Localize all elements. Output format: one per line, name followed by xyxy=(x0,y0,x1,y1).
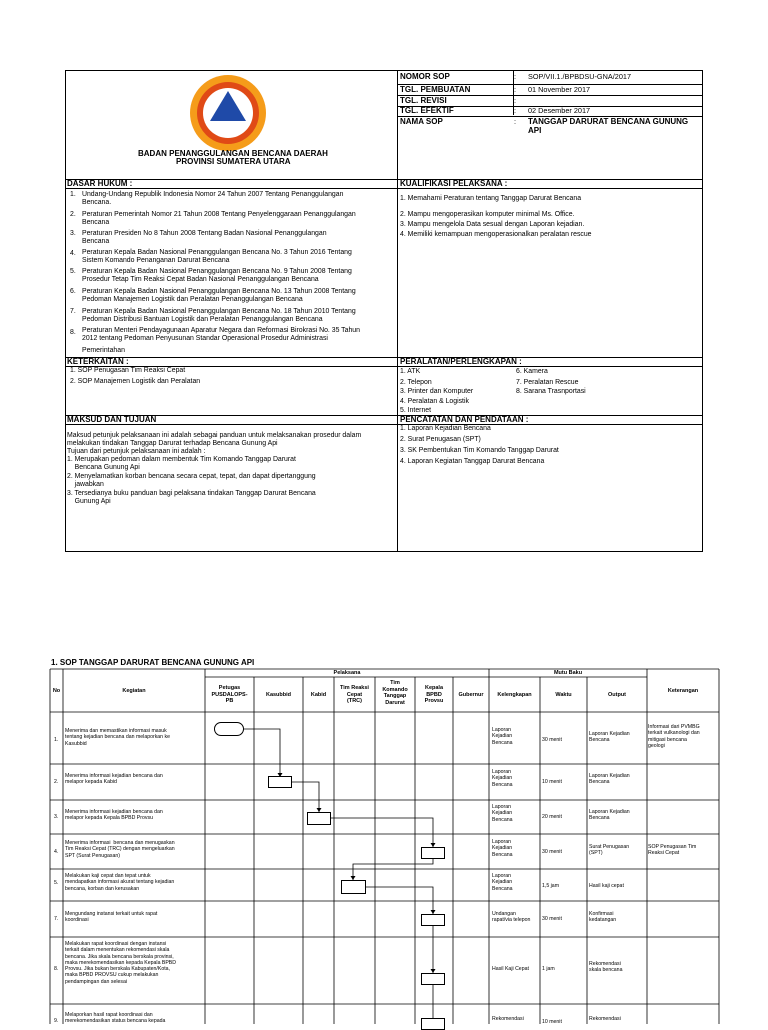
list-item: 1. ATK xyxy=(400,368,421,375)
list-item: Bencana. xyxy=(82,199,112,206)
list-item: 1. Memahami Peraturan tentang Tanggap Darurat Bencana xyxy=(400,195,582,202)
header-no: No xyxy=(52,688,61,694)
row-no: 7. xyxy=(54,916,59,922)
row-waktu: 1 jam xyxy=(542,966,555,972)
row-kelengkapan: Laporan Kejadian Bencana xyxy=(492,839,513,858)
header-gubernur: Gubernur xyxy=(458,692,484,698)
row-output: Laporan Kejadian Bencana xyxy=(589,773,630,786)
list-item: 3. xyxy=(70,230,76,237)
meta-colon: : xyxy=(514,117,517,126)
list-item: 4. xyxy=(70,250,76,257)
list-item: 2. Surat Penugasan (SPT) xyxy=(400,436,481,443)
meta-label: TGL. EFEKTIF xyxy=(400,106,454,115)
row-keterangan: SOP Penugasan Tim Reaksi Cepat xyxy=(648,844,697,857)
list-item: 1. SOP Penugasan Tim Reaksi Cepat xyxy=(70,367,186,374)
list-item: Prosedur Tetap Tim Reaksi Cepat Badan Nasional Penanggulangan Bencana xyxy=(82,276,319,283)
row-kelengkapan: Rekomendasi xyxy=(492,1016,524,1022)
process-box xyxy=(421,1018,445,1030)
paragraph-line: Maksud petunjuk pelaksanaan ini adalah sebagai panduan untuk melaksanakan prosedur dalam xyxy=(67,432,362,439)
row-kelengkapan: Undangan rapat/via telepon xyxy=(492,911,531,924)
paragraph-line: 3. Tersedianya buku panduan bagi pelaksana tindakan Tanggap Darurat Bencana xyxy=(67,490,316,497)
header-kelengkapan: Kelengkapan xyxy=(497,692,532,698)
meta-colon: : xyxy=(514,106,517,115)
row-kegiatan: Melaporkan hasil rapat koordinasi dan merekomendasikan status bencana kepada xyxy=(65,1012,166,1025)
row-kelengkapan: Laporan Kejadian Bencana xyxy=(492,804,513,823)
list-item: 1. xyxy=(70,191,76,198)
list-item: Peraturan Kepala Badan Nasional Penanggulangan Bencana No. 9 Tahun 2008 Tentang xyxy=(82,268,352,275)
list-item: 3. SK Pembentukan Tim Komando Tanggap Darurat xyxy=(400,447,559,454)
list-item: 7. Peralatan Rescue xyxy=(516,379,579,386)
paragraph-line: Tujuan dari petunjuk pelaksanaan ini adalah : xyxy=(67,448,206,455)
header-trc: Tim Reaksi Cepat (TRC) xyxy=(340,685,369,705)
dasar-hukum-title: DASAR HUKUM : xyxy=(67,179,133,188)
list-item: 2. Mampu mengoperasikan komputer minimal Ms. Office. xyxy=(400,211,575,218)
row-no: 8. xyxy=(54,966,59,972)
row-no: 1. xyxy=(54,737,59,743)
row-kelengkapan: Laporan Kejadian Bencana xyxy=(492,873,513,892)
list-item: 6. xyxy=(70,288,76,295)
paragraph-line: 2. Menyelamatkan korban bencana secara cepat, tepat, dan dapat dipertanggung xyxy=(67,473,316,480)
list-item: Peraturan Kepala Badan Nasional Penanggulangan Bencana No. 3 Tahun 2016 Tentang xyxy=(82,249,352,256)
list-item: Sistem Komando Penanganan Darurat Bencana xyxy=(82,257,230,264)
meta-colon: : xyxy=(514,85,517,94)
list-item: 6. Kamera xyxy=(516,368,548,375)
meta-value: SOP/VII.1./BPBDSU-GNA/2017 xyxy=(528,72,632,81)
meta-label: NOMOR SOP xyxy=(400,72,450,81)
row-output: Rekomendasi skala bencana xyxy=(589,961,623,974)
process-box xyxy=(421,914,445,926)
meta-value: 02 Desember 2017 xyxy=(528,106,591,115)
row-output: Rekomendasi xyxy=(589,1016,621,1022)
list-item: Peraturan Menteri Pendayagunaan Aparatur Negara dan Reformasi Birokrasi No. 35 Tahun xyxy=(82,327,360,334)
meta-label: TGL. REVISI xyxy=(400,96,447,105)
list-item: Bencana xyxy=(82,238,110,245)
row-kegiatan: Menerima informasi kejadian bencana dan melapor kepada Kabid xyxy=(65,773,163,786)
list-item: Peraturan Kepala Badan Nasional Penanggulangan Bencana No. 18 Tahun 2010 Tentang xyxy=(82,308,356,315)
peralatan-title: PERALATAN/PERLENGKAPAN : xyxy=(400,357,522,366)
header-kepala: Kepala BPBD Provsu xyxy=(424,685,444,705)
list-item: 3. Mampu mengelola Data sesual dengan Laporan kejadian. xyxy=(400,221,585,228)
paragraph-line: 1. Merupakan pedoman dalam membentuk Tim Komando Tanggap Darurat xyxy=(67,456,296,463)
header-kegiatan: Kegiatan xyxy=(122,688,146,694)
paragraph-line: melakukan tindakan Tanggap Darurat terhadap Bencana Gunung Api xyxy=(67,440,278,447)
meta-colon: : xyxy=(514,96,517,105)
row-kelengkapan: Laporan Kejadian Bencana xyxy=(492,727,513,746)
list-item: 4. Memiliki kemampuan mengoperasionalkan peralatan rescue xyxy=(400,231,592,238)
list-item: 4. Laporan Kegiatan Tanggap Darurat Bencana xyxy=(400,458,545,465)
list-item: Peraturan Presiden No 8 Tahun 2008 Tentang Badan Nasional Penanggulangan xyxy=(82,230,327,237)
row-output: Hasil kaji cepat xyxy=(589,883,624,889)
row-output: Surat Penugasan (SPT) xyxy=(589,844,630,857)
row-output: Laporan Kejadian Bencana xyxy=(589,731,630,744)
start-terminator xyxy=(214,722,244,736)
keterkaitan-title: KETERKAITAN : xyxy=(67,357,129,366)
row-no: 4. xyxy=(54,849,59,855)
list-item: Bencana xyxy=(82,219,110,226)
row-no: 9. xyxy=(54,1018,59,1024)
list-item: Undang-Undang Republik Indonesia Nomor 24 Tahun 2007 Tentang Penanggulangan xyxy=(82,191,344,198)
list-item: 8. xyxy=(70,329,76,336)
row-waktu: 10 menit xyxy=(542,779,562,785)
row-keterangan: Informasi dari PVMBG terkait vulkanologi dan mitigasi bencana geologi xyxy=(648,724,700,749)
list-item: 2. Telepon xyxy=(400,379,432,386)
maksud-title: MAKSUD DAN TUJUAN xyxy=(67,415,157,424)
row-kelengkapan: Hasil Kaji Cepat xyxy=(492,966,529,972)
row-output: Konfirmasi kedatangan xyxy=(589,911,617,924)
row-waktu: 30 menit xyxy=(542,916,562,922)
row-waktu: 30 menit xyxy=(542,849,562,855)
header-kasubbid: Kasubbid xyxy=(265,692,292,698)
row-kegiatan: Menerima informasi bencana dan menugaskan Tim Reaksi Cepat (TRC) dengan mengeluarkan SPT (Surat Penugasan) xyxy=(65,840,175,859)
row-kegiatan: Melakukan kaji cepat dan tepat untuk mendapatkan informasi akurat tentang kejadian bencana, korban dan kerusakan xyxy=(65,873,175,892)
list-item: Pemerintahan xyxy=(82,347,125,354)
list-item: Pedoman Distribusi Bantuan Logistik dan Peralatan Penanggulangan Bencana xyxy=(82,316,323,323)
paragraph-line: Bencana Gunung Api xyxy=(67,464,140,471)
header-kabid: Kabid xyxy=(310,692,327,698)
row-kelengkapan: Laporan Kejadian Bencana xyxy=(492,769,513,788)
row-kegiatan: Menerima informasi kejadian bencana dan melapor kepada Kepala BPBD Provsu xyxy=(65,809,163,822)
list-item: 5. Internet xyxy=(400,407,432,414)
header-output: Output xyxy=(607,692,627,698)
org-name-line1: BADAN PENANGGULANGAN BENCANA DAERAH xyxy=(138,149,328,158)
meta-colon: : xyxy=(514,72,517,81)
list-item: 2. SOP Manajemen Logistik dan Peralatan xyxy=(70,378,201,385)
row-kegiatan: Menerima dan memastikan informasi masuk tentang kejadian bencana dan melaporkan ke Kasubbid xyxy=(65,728,170,747)
row-waktu: 1,5 jam xyxy=(542,883,560,889)
list-item: 2012 tentang Pedoman Penyusunan Standar Operasional Prosedur Administrasi xyxy=(82,335,328,342)
process-box xyxy=(307,812,331,825)
row-output: Laporan Kejadian Bencana xyxy=(589,809,630,822)
header-group-pelaksana: Pelaksana xyxy=(333,670,361,676)
flow-title: 1. SOP TANGGAP DARURAT BENCANA GUNUNG API xyxy=(51,658,255,667)
header-komando: Tim Komando Tanggap Darurat xyxy=(382,680,408,706)
row-no: 5. xyxy=(54,880,59,886)
list-item: 1. Laporan Kejadian Bencana xyxy=(400,425,491,432)
meta-label: NAMA SOP xyxy=(400,117,443,126)
header-waktu: Waktu xyxy=(555,692,572,698)
org-name-line2: PROVINSI SUMATERA UTARA xyxy=(176,157,291,166)
header-petugas: Petugas PUSDALOPS- PB xyxy=(211,685,248,705)
row-kegiatan: Mengundang instansi terkait untuk rapat koordinasi xyxy=(65,911,158,924)
row-waktu: 30 menit xyxy=(542,737,562,743)
paragraph-line: jawabkan xyxy=(67,481,104,488)
header-keterangan: Keterangan xyxy=(667,688,699,694)
pencatatan-title: PENCATATAN DAN PENDATAAN : xyxy=(400,415,529,424)
meta-label: TGL. PEMBUATAN xyxy=(400,85,471,94)
process-box xyxy=(341,880,366,894)
row-waktu: 10 menit xyxy=(542,1019,562,1025)
list-item: 5. xyxy=(70,268,76,275)
meta-value: 01 November 2017 xyxy=(528,85,591,94)
kualifikasi-title: KUALIFIKASI PELAKSANA : xyxy=(400,179,508,188)
list-item: Peraturan Pemerintah Nomor 21 Tahun 2008 Tentang Penyelenggaraan Penanggulangan xyxy=(82,211,356,218)
row-no: 2. xyxy=(54,779,59,785)
header-group-mutu: Mutu Baku xyxy=(553,670,583,676)
list-item: 2. xyxy=(70,211,76,218)
paragraph-line: Gunung Api xyxy=(67,498,111,505)
row-no: 3. xyxy=(54,814,59,820)
list-item: 8. Sarana Trasnportasi xyxy=(516,388,586,395)
list-item: 7. xyxy=(70,308,76,315)
process-box xyxy=(268,776,292,788)
process-box xyxy=(421,973,445,985)
list-item: Pedoman Manajemen Logistik dan Peralatan Penanggulangan Bencana xyxy=(82,296,303,303)
list-item: 4. Peralatan & Logistik xyxy=(400,398,469,405)
row-kegiatan: Melakukan rapat koordinasi dengan instansi terkait dalam menentukan rekomendasi skala bencana. Jika skala bencana berskala provinsi, maka merekomendasikan kepada Kepala BPBD Provsu. Jika bukan berskala Kabupaten/Kota, maka BPBD PROVSU cukup melakukan pendampingan dan selesai xyxy=(65,941,177,985)
logo-text: BPBD xyxy=(216,128,240,137)
list-item: Peraturan Kepala Badan Nasional Penanggulangan Bencana No. 13 Tahun 2008 Tentang xyxy=(82,288,356,295)
list-item: 3. Printer dan Komputer xyxy=(400,388,474,395)
row-waktu: 20 menit xyxy=(542,814,562,820)
meta-value: API xyxy=(528,126,542,135)
process-box xyxy=(421,847,445,859)
meta-value: TANGGAP DARURAT BENCANA GUNUNG xyxy=(528,117,689,126)
